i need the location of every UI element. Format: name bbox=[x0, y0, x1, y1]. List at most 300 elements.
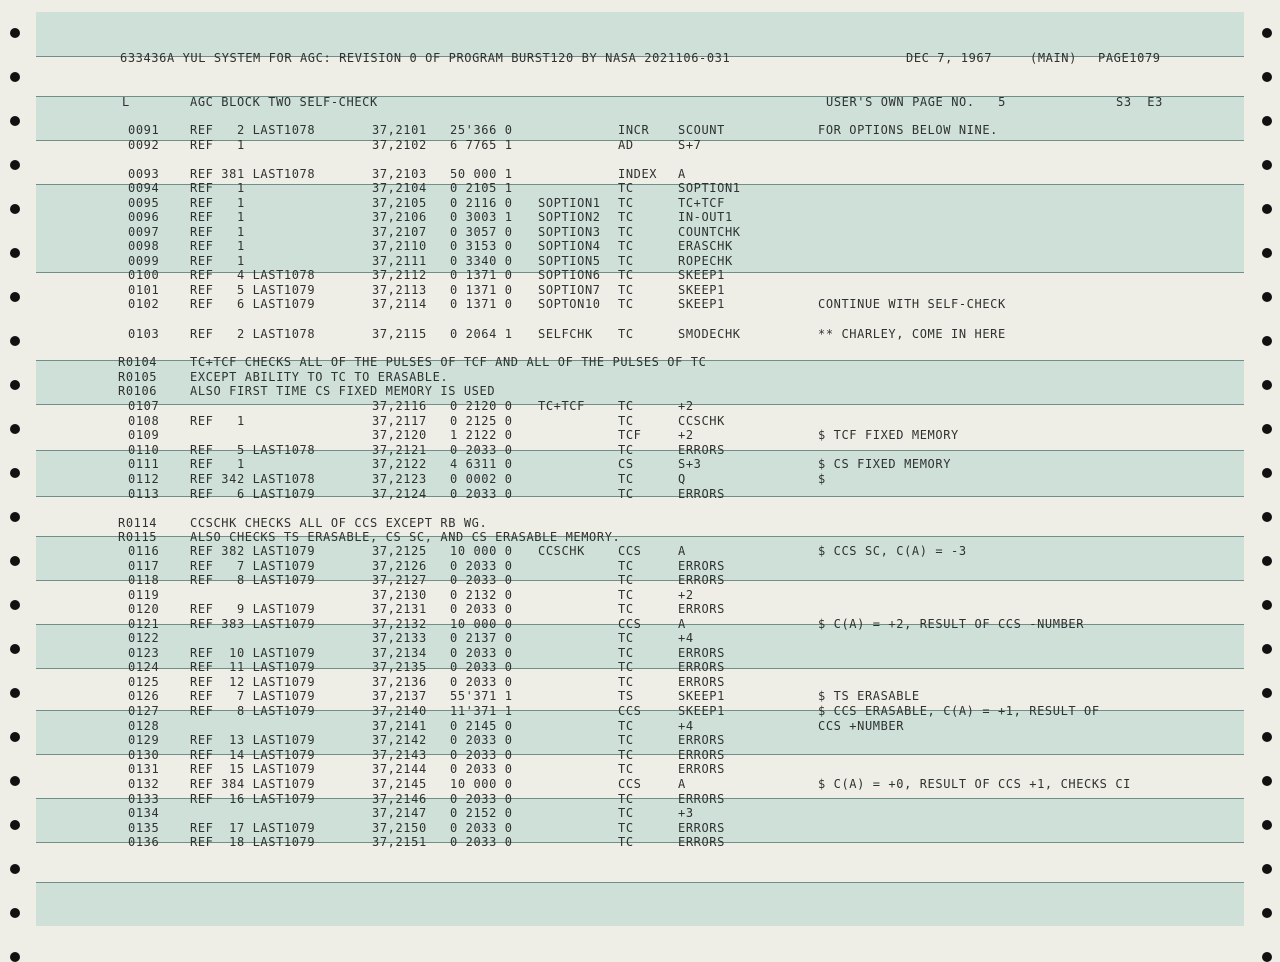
octal-word: 0 2033 0 bbox=[450, 573, 513, 587]
opcode: TC bbox=[618, 559, 634, 573]
tractor-hole bbox=[1262, 468, 1272, 478]
operand: ERRORS bbox=[678, 821, 725, 835]
opcode: CCS bbox=[618, 544, 642, 558]
octal-word: 0 2064 1 bbox=[450, 327, 513, 341]
opcode: TC bbox=[618, 283, 634, 297]
operand: SOPTION1 bbox=[678, 181, 741, 195]
ref-field: REF 17 LAST1079 bbox=[190, 821, 316, 835]
opcode: TC bbox=[618, 835, 634, 849]
opcode: CCS bbox=[618, 777, 642, 791]
address: 37,2125 bbox=[372, 544, 427, 558]
seq-number: R0106 bbox=[118, 384, 158, 398]
ref-field: REF 15 LAST1079 bbox=[190, 762, 316, 776]
opcode: TCF bbox=[618, 428, 642, 442]
tractor-hole bbox=[10, 424, 20, 434]
tractor-hole bbox=[1262, 952, 1272, 962]
right-tractor-holes bbox=[1240, 0, 1280, 956]
seq-number: 0124 bbox=[128, 660, 160, 674]
tractor-hole bbox=[10, 380, 20, 390]
opcode: TC bbox=[618, 762, 634, 776]
operand: IN-OUT1 bbox=[678, 210, 733, 224]
opcode: TC bbox=[618, 588, 634, 602]
label: SOPTION3 bbox=[538, 225, 601, 239]
opcode: TC bbox=[618, 487, 634, 501]
operand: ERRORS bbox=[678, 660, 725, 674]
octal-word: 10 000 0 bbox=[450, 777, 513, 791]
opcode: TC bbox=[618, 675, 634, 689]
operand: ERRORS bbox=[678, 835, 725, 849]
octal-word: 10 000 0 bbox=[450, 617, 513, 631]
octal-word: 0 1371 0 bbox=[450, 283, 513, 297]
listing-date: DEC 7, 1967 bbox=[906, 51, 993, 65]
ref-field: REF 1 bbox=[190, 210, 245, 224]
operand: ERRORS bbox=[678, 443, 725, 457]
tractor-hole bbox=[1262, 248, 1272, 258]
remark-text: CCSCHK CHECKS ALL OF CCS EXCEPT RB WG. bbox=[190, 516, 488, 530]
user-page-label: USER'S OWN PAGE NO. 5 bbox=[826, 95, 1006, 109]
address: 37,2137 bbox=[372, 689, 427, 703]
address: 37,2126 bbox=[372, 559, 427, 573]
octal-word: 0 2105 1 bbox=[450, 181, 513, 195]
comment: $ CCS SC, C(A) = -3 bbox=[818, 544, 967, 558]
ref-field: REF 9 LAST1079 bbox=[190, 602, 316, 616]
comment: CONTINUE WITH SELF-CHECK bbox=[818, 297, 1006, 311]
seq-number: 0100 bbox=[128, 268, 160, 282]
octal-word: 0 2132 0 bbox=[450, 588, 513, 602]
tractor-hole bbox=[1262, 864, 1272, 874]
tractor-hole bbox=[10, 512, 20, 522]
ref-field: REF 8 LAST1079 bbox=[190, 704, 316, 718]
ref-field: REF 8 LAST1079 bbox=[190, 573, 316, 587]
tractor-hole bbox=[1262, 820, 1272, 830]
opcode: TC bbox=[618, 196, 634, 210]
seq-number: 0103 bbox=[128, 327, 160, 341]
ref-field: REF 381 LAST1078 bbox=[190, 167, 316, 181]
tractor-hole bbox=[1262, 556, 1272, 566]
operand: SCOUNT bbox=[678, 123, 725, 137]
opcode: TC bbox=[618, 472, 634, 486]
comment: $ CS FIXED MEMORY bbox=[818, 457, 952, 471]
address: 37,2143 bbox=[372, 748, 427, 762]
seq-number: 0110 bbox=[128, 443, 160, 457]
operand: SKEEP1 bbox=[678, 268, 725, 282]
opcode: TC bbox=[618, 660, 634, 674]
octal-word: 0 2033 0 bbox=[450, 762, 513, 776]
tractor-hole bbox=[1262, 908, 1272, 918]
paper-rule bbox=[36, 404, 1244, 405]
opcode: CCS bbox=[618, 704, 642, 718]
address: 37,2142 bbox=[372, 733, 427, 747]
address: 37,2102 bbox=[372, 138, 427, 152]
opcode: TC bbox=[618, 181, 634, 195]
opcode: TC bbox=[618, 399, 634, 413]
opcode: TC bbox=[618, 573, 634, 587]
comment: CCS +NUMBER bbox=[818, 719, 905, 733]
operand: CCSCHK bbox=[678, 414, 725, 428]
address: 37,2120 bbox=[372, 428, 427, 442]
ref-field: REF 1 bbox=[190, 457, 245, 471]
ref-field: REF 7 LAST1079 bbox=[190, 689, 316, 703]
octal-word: 10 000 0 bbox=[450, 544, 513, 558]
green-bar bbox=[36, 882, 1244, 926]
seq-number: 0101 bbox=[128, 283, 160, 297]
operand: S+7 bbox=[678, 138, 702, 152]
tractor-hole bbox=[1262, 776, 1272, 786]
octal-word: 0 2033 0 bbox=[450, 835, 513, 849]
operand: +4 bbox=[678, 631, 694, 645]
opcode: TC bbox=[618, 792, 634, 806]
address: 37,2114 bbox=[372, 297, 427, 311]
remark-text: TC+TCF CHECKS ALL OF THE PULSES OF TCF AND ALL OF THE PULSES OF TC bbox=[190, 355, 707, 369]
address: 37,2134 bbox=[372, 646, 427, 660]
octal-word: 0 2137 0 bbox=[450, 631, 513, 645]
tractor-hole bbox=[10, 72, 20, 82]
address: 37,2115 bbox=[372, 327, 427, 341]
address: 37,2130 bbox=[372, 588, 427, 602]
opcode: TC bbox=[618, 733, 634, 747]
octal-word: 0 2033 0 bbox=[450, 559, 513, 573]
seq-number: 0135 bbox=[128, 821, 160, 835]
address: 37,2140 bbox=[372, 704, 427, 718]
octal-word: 0 2033 0 bbox=[450, 675, 513, 689]
tractor-hole bbox=[10, 28, 20, 38]
label: SOPTION6 bbox=[538, 268, 601, 282]
tractor-hole bbox=[1262, 424, 1272, 434]
address: 37,2147 bbox=[372, 806, 427, 820]
seq-number: 0108 bbox=[128, 414, 160, 428]
seq-number: 0095 bbox=[128, 196, 160, 210]
seq-number: 0107 bbox=[128, 399, 160, 413]
tractor-hole bbox=[10, 820, 20, 830]
opcode: TC bbox=[618, 748, 634, 762]
operand: ERRORS bbox=[678, 602, 725, 616]
operand: ERRORS bbox=[678, 733, 725, 747]
operand: A bbox=[678, 777, 686, 791]
comment: FOR OPTIONS BELOW NINE. bbox=[818, 123, 998, 137]
address: 37,2101 bbox=[372, 123, 427, 137]
operand: SKEEP1 bbox=[678, 704, 725, 718]
ref-field: REF 1 bbox=[190, 181, 245, 195]
seq-number: 0091 bbox=[128, 123, 160, 137]
octal-word: 1 2122 0 bbox=[450, 428, 513, 442]
octal-word: 0 2120 0 bbox=[450, 399, 513, 413]
ref-field: REF 1 bbox=[190, 138, 245, 152]
tractor-hole bbox=[10, 864, 20, 874]
opcode: TC bbox=[618, 268, 634, 282]
tractor-hole bbox=[1262, 116, 1272, 126]
operand: SKEEP1 bbox=[678, 297, 725, 311]
tractor-hole bbox=[10, 952, 20, 962]
tractor-hole bbox=[10, 600, 20, 610]
operand: SKEEP1 bbox=[678, 283, 725, 297]
seq-number: 0112 bbox=[128, 472, 160, 486]
octal-word: 0 3340 0 bbox=[450, 254, 513, 268]
seq-number: 0134 bbox=[128, 806, 160, 820]
octal-word: 4 6311 0 bbox=[450, 457, 513, 471]
label: SOPTION2 bbox=[538, 210, 601, 224]
ref-field: REF 6 LAST1079 bbox=[190, 487, 316, 501]
ref-field: REF 1 bbox=[190, 254, 245, 268]
label: SELFCHK bbox=[538, 327, 593, 341]
seq-number: 0132 bbox=[128, 777, 160, 791]
address: 37,2151 bbox=[372, 835, 427, 849]
octal-word: 50 000 1 bbox=[450, 167, 513, 181]
octal-word: 0 2033 0 bbox=[450, 792, 513, 806]
address: 37,2144 bbox=[372, 762, 427, 776]
ref-field: REF 13 LAST1079 bbox=[190, 733, 316, 747]
label: SOPTION4 bbox=[538, 239, 601, 253]
seq-number: 0119 bbox=[128, 588, 160, 602]
ref-field: REF 12 LAST1079 bbox=[190, 675, 316, 689]
ref-field: REF 14 LAST1079 bbox=[190, 748, 316, 762]
tractor-hole bbox=[10, 468, 20, 478]
operand: +3 bbox=[678, 806, 694, 820]
address: 37,2131 bbox=[372, 602, 427, 616]
comment: $ C(A) = +2, RESULT OF CCS -NUMBER bbox=[818, 617, 1085, 631]
address: 37,2123 bbox=[372, 472, 427, 486]
opcode: CS bbox=[618, 457, 634, 471]
label: SOPTION7 bbox=[538, 283, 601, 297]
opcode: INDEX bbox=[618, 167, 658, 181]
opcode: TC bbox=[618, 225, 634, 239]
operand: COUNTCHK bbox=[678, 225, 741, 239]
seq-number: 0111 bbox=[128, 457, 160, 471]
address: 37,2111 bbox=[372, 254, 427, 268]
seq-number: 0127 bbox=[128, 704, 160, 718]
listing-segment: (MAIN) bbox=[1030, 51, 1077, 65]
tractor-hole bbox=[10, 160, 20, 170]
seq-number: 0094 bbox=[128, 181, 160, 195]
log-section-title: AGC BLOCK TWO SELF-CHECK bbox=[190, 95, 378, 109]
operand: SMODECHK bbox=[678, 327, 741, 341]
opcode: CCS bbox=[618, 617, 642, 631]
operand: A bbox=[678, 167, 686, 181]
label: SOPTION5 bbox=[538, 254, 601, 268]
address: 37,2124 bbox=[372, 487, 427, 501]
seq-number: 0133 bbox=[128, 792, 160, 806]
log-section-flag: L bbox=[122, 95, 130, 109]
operand: A bbox=[678, 617, 686, 631]
comment: $ TCF FIXED MEMORY bbox=[818, 428, 959, 442]
ref-field: REF 4 LAST1078 bbox=[190, 268, 316, 282]
label: TC+TCF bbox=[538, 399, 585, 413]
opcode: TC bbox=[618, 210, 634, 224]
ref-field: REF 6 LAST1079 bbox=[190, 297, 316, 311]
tractor-hole bbox=[1262, 336, 1272, 346]
address: 37,2106 bbox=[372, 210, 427, 224]
octal-word: 0 2033 0 bbox=[450, 748, 513, 762]
tractor-hole bbox=[1262, 644, 1272, 654]
tractor-hole bbox=[1262, 72, 1272, 82]
tractor-hole bbox=[10, 776, 20, 786]
seq-number: 0092 bbox=[128, 138, 160, 152]
ref-field: REF 384 LAST1079 bbox=[190, 777, 316, 791]
tractor-hole bbox=[1262, 380, 1272, 390]
ref-field: REF 5 LAST1078 bbox=[190, 443, 316, 457]
address: 37,2133 bbox=[372, 631, 427, 645]
address: 37,2135 bbox=[372, 660, 427, 674]
octal-word: 0 2033 0 bbox=[450, 443, 513, 457]
operand: +2 bbox=[678, 428, 694, 442]
tractor-hole bbox=[1262, 600, 1272, 610]
listing-page: PAGE1079 bbox=[1098, 51, 1161, 65]
comment: $ CCS ERASABLE, C(A) = +1, RESULT OF bbox=[818, 704, 1100, 718]
opcode: TC bbox=[618, 631, 634, 645]
operand: ERASCHK bbox=[678, 239, 733, 253]
address: 37,2136 bbox=[372, 675, 427, 689]
ref-field: REF 2 LAST1078 bbox=[190, 123, 316, 137]
operand: +4 bbox=[678, 719, 694, 733]
octal-word: 0 2125 0 bbox=[450, 414, 513, 428]
tractor-hole bbox=[1262, 160, 1272, 170]
seq-number: R0114 bbox=[118, 516, 158, 530]
tractor-hole bbox=[10, 248, 20, 258]
ref-field: REF 10 LAST1079 bbox=[190, 646, 316, 660]
operand: A bbox=[678, 544, 686, 558]
octal-word: 0 3057 0 bbox=[450, 225, 513, 239]
comment: ** CHARLEY, COME IN HERE bbox=[818, 327, 1006, 341]
octal-word: 0 2116 0 bbox=[450, 196, 513, 210]
opcode: TC bbox=[618, 327, 634, 341]
label: SOPTION1 bbox=[538, 196, 601, 210]
octal-word: 0 2145 0 bbox=[450, 719, 513, 733]
opcode: TC bbox=[618, 806, 634, 820]
address: 37,2146 bbox=[372, 792, 427, 806]
label: CCSCHK bbox=[538, 544, 585, 558]
ref-field: REF 5 LAST1079 bbox=[190, 283, 316, 297]
address: 37,2112 bbox=[372, 268, 427, 282]
opcode: TC bbox=[618, 443, 634, 457]
octal-word: 55'371 1 bbox=[450, 689, 513, 703]
operand: +2 bbox=[678, 588, 694, 602]
tractor-hole bbox=[1262, 28, 1272, 38]
opcode: TC bbox=[618, 254, 634, 268]
tractor-hole bbox=[10, 732, 20, 742]
seq-number: 0113 bbox=[128, 487, 160, 501]
operand: Q bbox=[678, 472, 686, 486]
seq-number: 0123 bbox=[128, 646, 160, 660]
comment: $ C(A) = +0, RESULT OF CCS +1, CHECKS CI bbox=[818, 777, 1131, 791]
octal-word: 0 2033 0 bbox=[450, 733, 513, 747]
seq-number: 0129 bbox=[128, 733, 160, 747]
operand: SKEEP1 bbox=[678, 689, 725, 703]
opcode: TC bbox=[618, 719, 634, 733]
tractor-hole bbox=[10, 292, 20, 302]
listing-header: 633436A YUL SYSTEM FOR AGC: REVISION 0 OF PROGRAM BURST120 BY NASA 2021106-031 bbox=[120, 51, 731, 65]
octal-word: 0 2033 0 bbox=[450, 487, 513, 501]
ref-field: REF 18 LAST1079 bbox=[190, 835, 316, 849]
tractor-hole bbox=[10, 336, 20, 346]
tractor-hole bbox=[1262, 732, 1272, 742]
octal-word: 0 2033 0 bbox=[450, 646, 513, 660]
seq-number: 0130 bbox=[128, 748, 160, 762]
opcode: AD bbox=[618, 138, 634, 152]
opcode: TC bbox=[618, 414, 634, 428]
remark-text: ALSO FIRST TIME CS FIXED MEMORY IS USED bbox=[190, 384, 496, 398]
left-tractor-holes bbox=[0, 0, 40, 956]
printout-paper bbox=[36, 8, 1244, 938]
seq-number: 0097 bbox=[128, 225, 160, 239]
octal-word: 0 1371 0 bbox=[450, 297, 513, 311]
octal-word: 0 0002 0 bbox=[450, 472, 513, 486]
ref-field: REF 342 LAST1078 bbox=[190, 472, 316, 486]
operand: ROPECHK bbox=[678, 254, 733, 268]
address: 37,2105 bbox=[372, 196, 427, 210]
green-bar bbox=[36, 12, 1244, 56]
opcode: TC bbox=[618, 297, 634, 311]
label: SOPTON10 bbox=[538, 297, 601, 311]
seq-number: 0118 bbox=[128, 573, 160, 587]
seq-number: 0109 bbox=[128, 428, 160, 442]
operand: S+3 bbox=[678, 457, 702, 471]
seq-number: 0136 bbox=[128, 835, 160, 849]
seq-number: 0096 bbox=[128, 210, 160, 224]
address: 37,2113 bbox=[372, 283, 427, 297]
address: 37,2104 bbox=[372, 181, 427, 195]
ref-field: REF 382 LAST1079 bbox=[190, 544, 316, 558]
ref-field: REF 7 LAST1079 bbox=[190, 559, 316, 573]
comment: $ bbox=[818, 472, 826, 486]
tractor-hole bbox=[1262, 204, 1272, 214]
address: 37,2141 bbox=[372, 719, 427, 733]
remark-text: EXCEPT ABILITY TO TC TO ERASABLE. bbox=[190, 370, 449, 384]
octal-word: 0 3153 0 bbox=[450, 239, 513, 253]
ref-field: REF 383 LAST1079 bbox=[190, 617, 316, 631]
octal-word: 25'366 0 bbox=[450, 123, 513, 137]
octal-word: 0 2033 0 bbox=[450, 660, 513, 674]
opcode: TC bbox=[618, 646, 634, 660]
operand: TC+TCF bbox=[678, 196, 725, 210]
opcode: TC bbox=[618, 821, 634, 835]
operand: ERRORS bbox=[678, 646, 725, 660]
seq-number: 0120 bbox=[128, 602, 160, 616]
tractor-hole bbox=[10, 556, 20, 566]
ref-field: REF 2 LAST1078 bbox=[190, 327, 316, 341]
address: 37,2127 bbox=[372, 573, 427, 587]
ref-field: REF 1 bbox=[190, 225, 245, 239]
seq-number: 0117 bbox=[128, 559, 160, 573]
comment: $ TS ERASABLE bbox=[818, 689, 920, 703]
tractor-hole bbox=[1262, 688, 1272, 698]
octal-word: 0 2033 0 bbox=[450, 821, 513, 835]
operand: ERRORS bbox=[678, 675, 725, 689]
operand: ERRORS bbox=[678, 748, 725, 762]
octal-word: 0 1371 0 bbox=[450, 268, 513, 282]
seq-number: 0122 bbox=[128, 631, 160, 645]
tractor-hole bbox=[10, 688, 20, 698]
seq-number: R0105 bbox=[118, 370, 158, 384]
seq-number: R0115 bbox=[118, 530, 158, 544]
seq-number: 0102 bbox=[128, 297, 160, 311]
octal-word: 0 2033 0 bbox=[450, 602, 513, 616]
sheet-code: S3 E3 bbox=[1116, 95, 1163, 109]
ref-field: REF 1 bbox=[190, 239, 245, 253]
operand: ERRORS bbox=[678, 559, 725, 573]
ref-field: REF 16 LAST1079 bbox=[190, 792, 316, 806]
address: 37,2150 bbox=[372, 821, 427, 835]
address: 37,2110 bbox=[372, 239, 427, 253]
operand: ERRORS bbox=[678, 792, 725, 806]
ref-field: REF 1 bbox=[190, 196, 245, 210]
address: 37,2103 bbox=[372, 167, 427, 181]
opcode: INCR bbox=[618, 123, 650, 137]
operand: ERRORS bbox=[678, 762, 725, 776]
opcode: TS bbox=[618, 689, 634, 703]
address: 37,2122 bbox=[372, 457, 427, 471]
operand: ERRORS bbox=[678, 487, 725, 501]
tractor-hole bbox=[10, 908, 20, 918]
tractor-hole bbox=[1262, 512, 1272, 522]
